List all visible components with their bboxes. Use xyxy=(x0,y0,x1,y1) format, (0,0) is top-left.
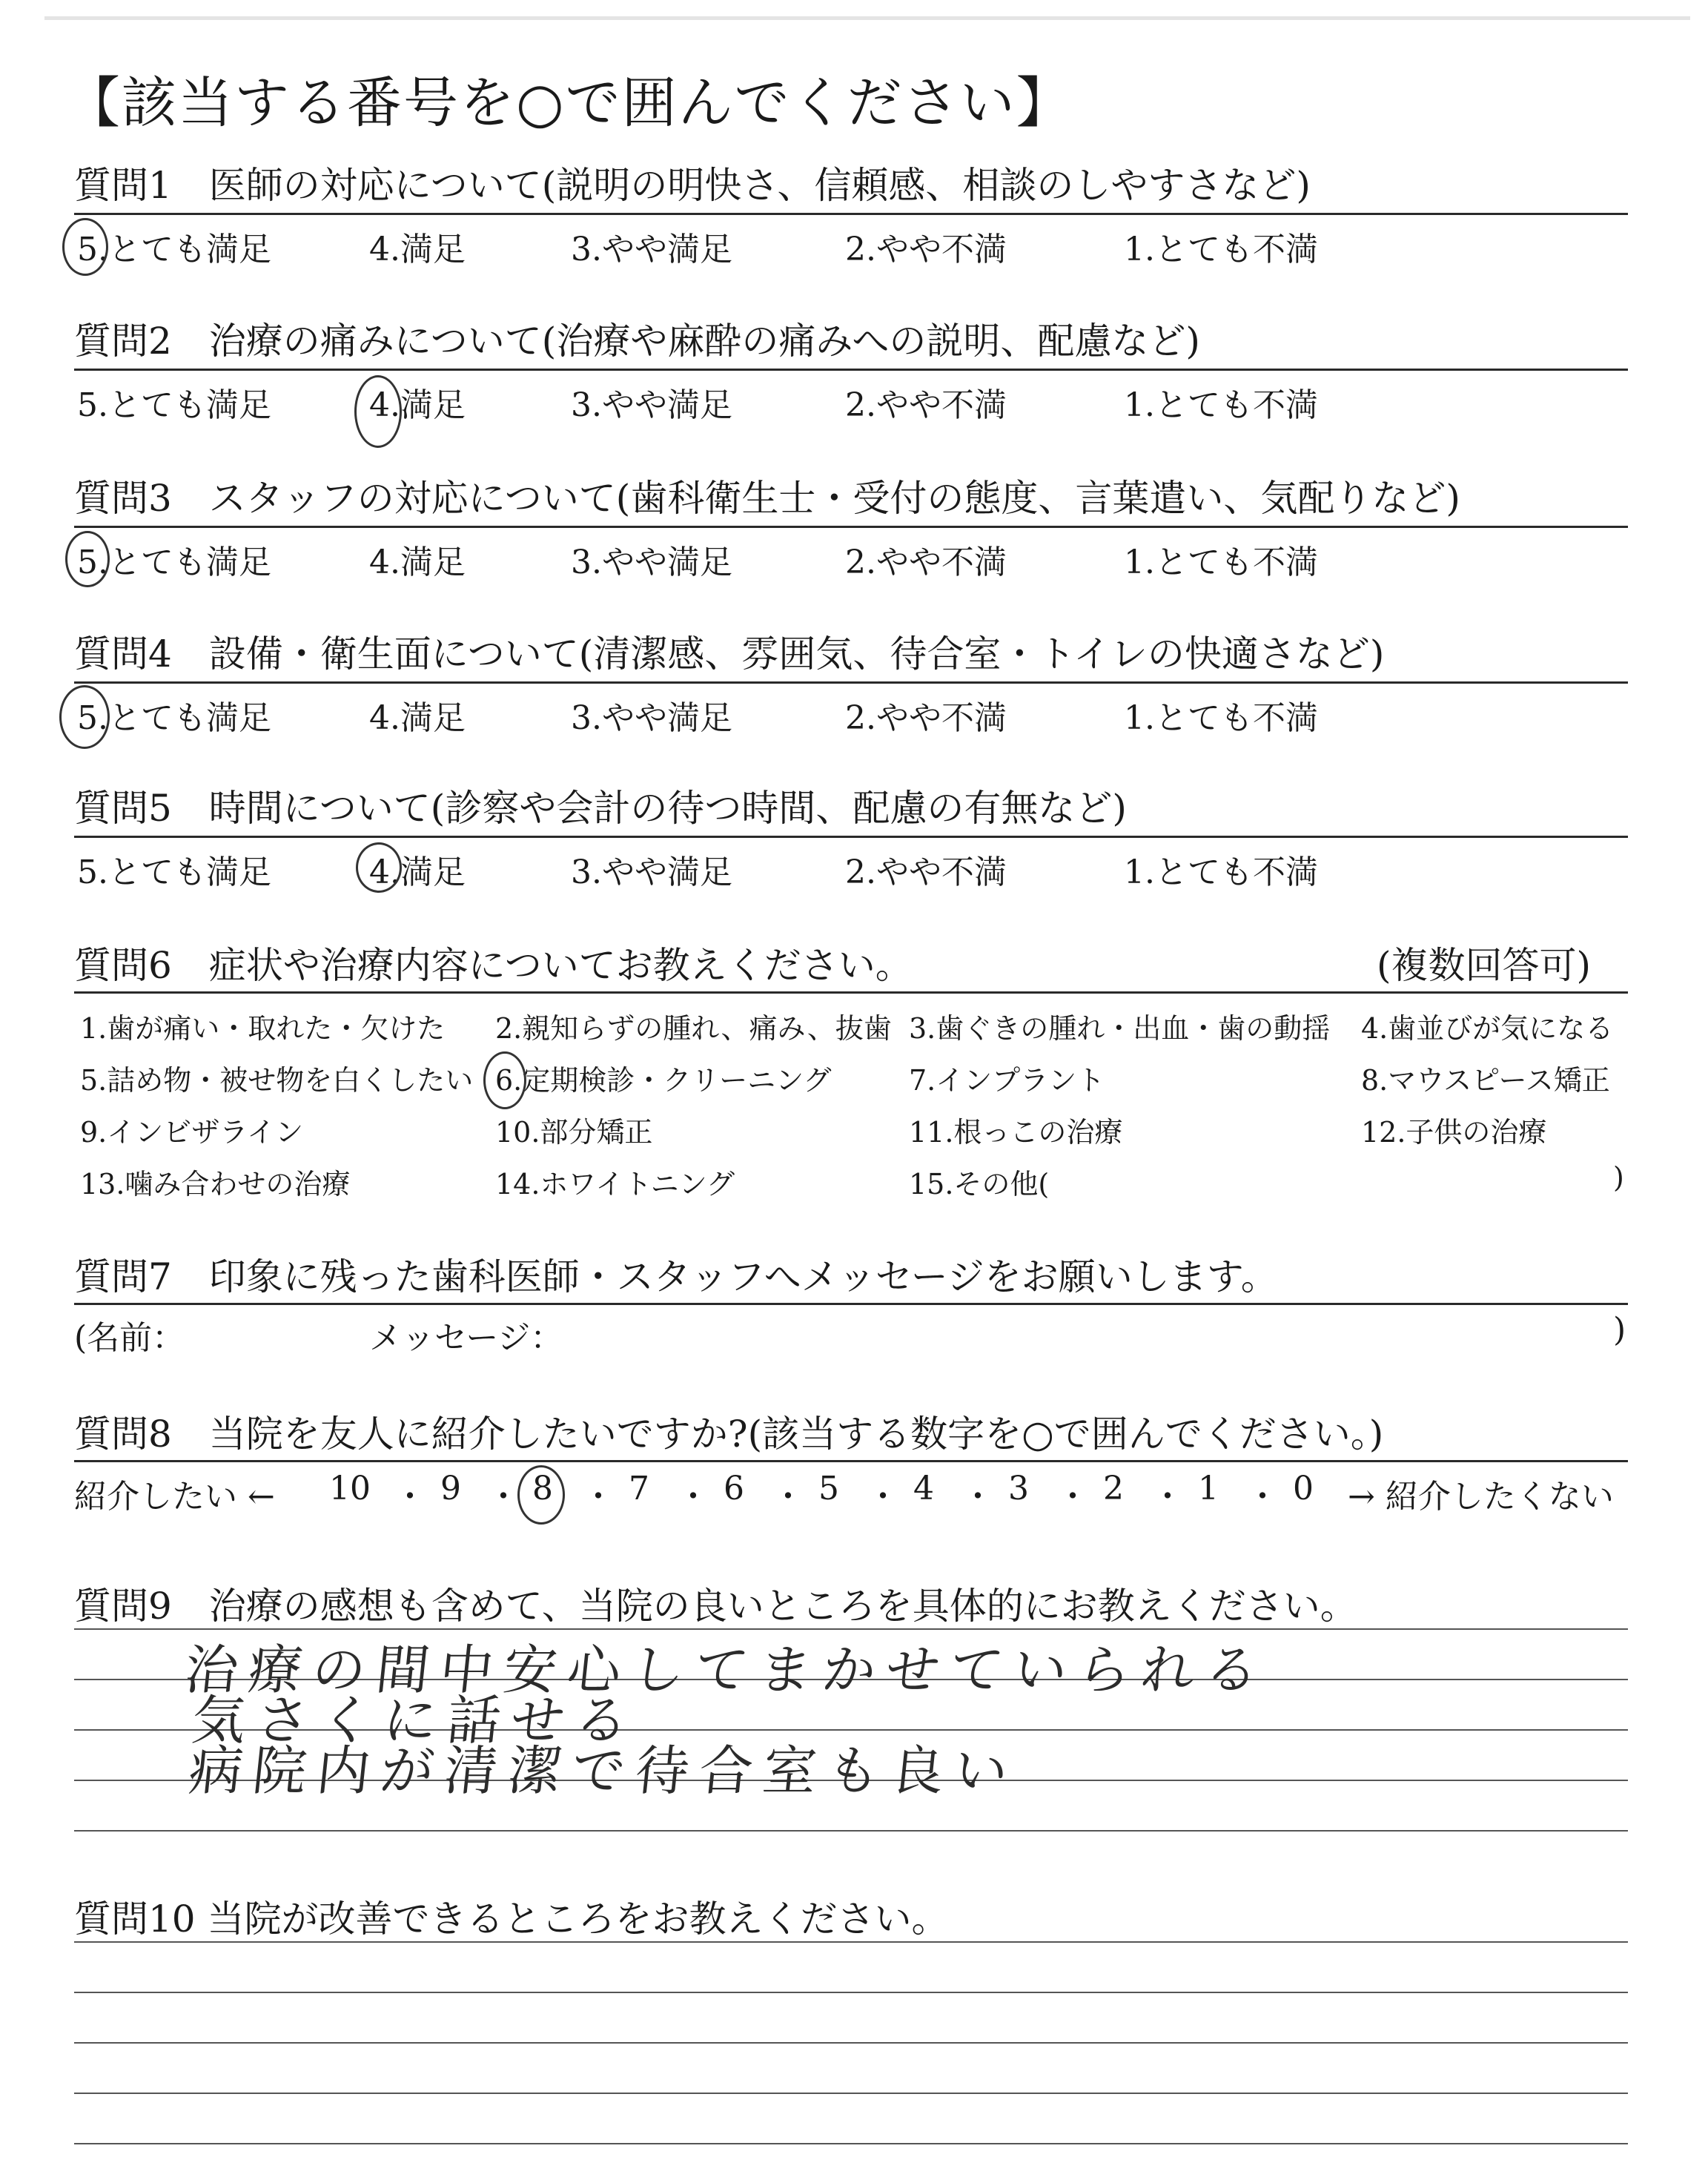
q10-line xyxy=(74,2093,1628,2094)
q8-separator: ・ xyxy=(1151,1478,1184,1516)
q2-title: 質問2 治療の痛みについて(治療や麻酔の痛みへの説明、配慮など) xyxy=(74,320,1200,363)
q8-separator: ・ xyxy=(582,1478,615,1516)
q6-option-12[interactable]: 12.子供の治療 xyxy=(1361,1116,1547,1149)
q6-rule xyxy=(74,991,1628,994)
q6-option-3[interactable]: 3.歯ぐきの腫れ・出血・歯の動揺 xyxy=(909,1012,1331,1045)
q2-option-1[interactable]: 1.とても不満 xyxy=(1124,386,1318,424)
q8-separator: ・ xyxy=(1246,1478,1279,1516)
q8-scale-6[interactable]: 6 xyxy=(724,1470,744,1507)
q2-option-5[interactable]: 5.とても満足 xyxy=(77,386,271,424)
q7-close-paren: ) xyxy=(1613,1311,1626,1349)
q8-separator: ・ xyxy=(394,1478,426,1516)
q8-separator: ・ xyxy=(677,1478,709,1516)
q8-rule xyxy=(74,1460,1628,1462)
q8-separator: ・ xyxy=(487,1478,520,1516)
q6-option-4[interactable]: 4.歯並びが気になる xyxy=(1361,1012,1614,1045)
q3-option-2[interactable]: 2.やや不満 xyxy=(845,544,1007,581)
q8-scale-1[interactable]: 1 xyxy=(1198,1470,1219,1507)
q2-option-2[interactable]: 2.やや不満 xyxy=(845,386,1007,424)
q1-option-1[interactable]: 1.とても不満 xyxy=(1124,231,1318,268)
q5-option-4[interactable]: 4.満足 xyxy=(369,853,466,891)
q9-answer-line-3: 病院内が清潔で待合室も良い xyxy=(185,1740,1022,1802)
q3-title: 質問3 スタッフの対応について(歯科衛生士・受付の態度、言葉遣い、気配りなど) xyxy=(74,477,1460,520)
q6-option-9[interactable]: 9.インビザライン xyxy=(80,1116,304,1149)
q8-scale-2[interactable]: 2 xyxy=(1103,1470,1124,1507)
q9-answer-line-2: 気さくに話せる xyxy=(188,1689,642,1751)
q7-name-label: (名前： xyxy=(74,1319,185,1357)
q5-option-1[interactable]: 1.とても不満 xyxy=(1124,853,1318,891)
q4-title: 質問4 設備・衛生面について(清潔感、雰囲気、待合室・トイレの快適さなど) xyxy=(74,633,1385,676)
q9-line xyxy=(74,1830,1628,1832)
q8-scale-10[interactable]: 10 xyxy=(329,1470,371,1507)
q8-title: 質問8 当院を友人に紹介したいですか?(該当する数字を○で囲んでください。) xyxy=(74,1413,1384,1456)
q6-option-5[interactable]: 5.詰め物・被せ物を白くしたい xyxy=(80,1064,474,1097)
q3-option-4[interactable]: 4.満足 xyxy=(369,544,466,581)
q6-option-1[interactable]: 1.歯が痛い・取れた・欠けた xyxy=(80,1012,446,1045)
q6-multiple-note: (複数回答可) xyxy=(1376,944,1591,987)
q9-title: 質問9 治療の感想も含めて、当院の良いところを具体的にお教えください。 xyxy=(74,1585,1357,1628)
q6-option-7[interactable]: 7.インプラント xyxy=(909,1064,1105,1097)
q5-option-3[interactable]: 3.やや満足 xyxy=(571,853,732,891)
q1-option-5[interactable]: 5.とても満足 xyxy=(77,231,271,268)
q9-answer-line-1: 治療の間中安心してまかせていられる xyxy=(181,1639,1272,1701)
q1-option-2[interactable]: 2.やや不満 xyxy=(845,231,1007,268)
q8-scale-3[interactable]: 3 xyxy=(1008,1470,1029,1507)
q8-scale-0[interactable]: 0 xyxy=(1293,1470,1314,1507)
q10-line xyxy=(74,2143,1628,2144)
q4-option-3[interactable]: 3.やや満足 xyxy=(571,699,732,737)
q6-option-13[interactable]: 13.噛み合わせの治療 xyxy=(80,1168,351,1200)
q5-option-2[interactable]: 2.やや不満 xyxy=(845,853,1007,891)
q2-rule xyxy=(74,369,1628,371)
q10-line xyxy=(74,1941,1628,1943)
q10-title: 質問10 当院が改善できるところをお教えください。 xyxy=(74,1898,949,1941)
q2-option-3[interactable]: 3.やや満足 xyxy=(571,386,732,424)
q8-left-label: 紹介したい ← xyxy=(74,1478,275,1516)
q8-separator: ・ xyxy=(961,1478,994,1516)
q10-line xyxy=(74,1992,1628,1993)
q6-option-15-close: ) xyxy=(1613,1161,1624,1194)
q6-option-10[interactable]: 10.部分矯正 xyxy=(495,1116,653,1149)
q8-right-label: → 紹介したくない xyxy=(1348,1478,1614,1516)
q6-option-14[interactable]: 14.ホワイトニング xyxy=(495,1168,735,1200)
q6-option-15[interactable]: 15.その他( xyxy=(909,1168,1050,1200)
q6-option-8[interactable]: 8.マウスピース矯正 xyxy=(1361,1064,1610,1097)
q1-option-4[interactable]: 4.満足 xyxy=(369,231,466,268)
q2-option-4[interactable]: 4.満足 xyxy=(369,386,466,424)
q8-separator: ・ xyxy=(867,1478,899,1516)
q3-option-5[interactable]: 5.とても満足 xyxy=(77,544,271,581)
q8-scale-4[interactable]: 4 xyxy=(913,1470,934,1507)
form-heading: 【該当する番号を○で囲んでください】 xyxy=(65,71,1073,135)
q1-option-3[interactable]: 3.やや満足 xyxy=(571,231,732,268)
scan-edge-line xyxy=(44,16,1690,20)
q6-option-2[interactable]: 2.親知らずの腫れ、痛み、抜歯 xyxy=(495,1012,892,1045)
q6-option-11[interactable]: 11.根っこの治療 xyxy=(909,1116,1123,1149)
q8-scale-8[interactable]: 8 xyxy=(532,1470,553,1507)
q8-scale-9[interactable]: 9 xyxy=(440,1470,461,1507)
q7-title: 質問7 印象に残った歯科医師・スタッフへメッセージをお願いします。 xyxy=(74,1255,1278,1298)
q4-option-5[interactable]: 5.とても満足 xyxy=(77,699,271,737)
q4-option-2[interactable]: 2.やや不満 xyxy=(845,699,1007,737)
q6-title: 質問6 症状や治療内容についてお教えください。 xyxy=(74,944,913,987)
q8-scale-5[interactable]: 5 xyxy=(818,1470,839,1507)
q3-rule xyxy=(74,526,1628,528)
q8-separator: ・ xyxy=(772,1478,804,1516)
q4-option-4[interactable]: 4.満足 xyxy=(369,699,466,737)
q4-rule xyxy=(74,681,1628,684)
q1-title: 質問1 医師の対応について(説明の明快さ、信頼感、相談のしやすさなど) xyxy=(74,164,1311,207)
q5-rule xyxy=(74,836,1628,838)
q6-option-6[interactable]: 6.定期検診・クリーニング xyxy=(495,1064,832,1097)
q7-message-label: メッセージ： xyxy=(369,1319,563,1357)
q5-option-5[interactable]: 5.とても満足 xyxy=(77,853,271,891)
q8-separator: ・ xyxy=(1056,1478,1089,1516)
q3-option-1[interactable]: 1.とても不満 xyxy=(1124,544,1318,581)
q7-rule xyxy=(74,1303,1628,1305)
q1-rule xyxy=(74,213,1628,215)
q4-option-1[interactable]: 1.とても不満 xyxy=(1124,699,1318,737)
q3-option-3[interactable]: 3.やや満足 xyxy=(571,544,732,581)
q8-scale-7[interactable]: 7 xyxy=(629,1470,649,1507)
q10-line xyxy=(74,2042,1628,2044)
q5-title: 質問5 時間について(診察や会計の待つ時間、配慮の有無など) xyxy=(74,787,1127,830)
